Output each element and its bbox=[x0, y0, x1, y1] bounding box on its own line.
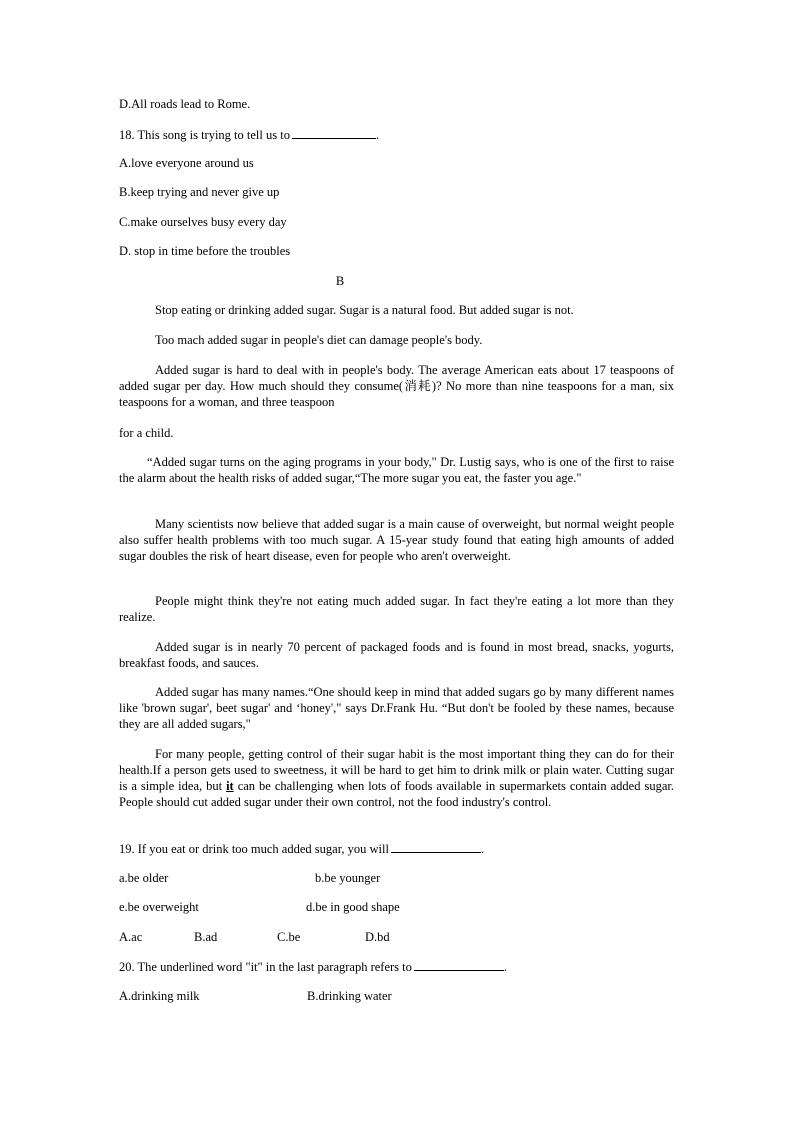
underlined-word-it: it bbox=[226, 779, 234, 793]
q18-question bbox=[119, 126, 379, 143]
q19-statement-row-2 bbox=[119, 899, 400, 915]
last-paragraph-before: For many people, getting control of their sugar habit is the most important thing they can do for their health.If a person gets used to sweetness, it will be hard to get him to drink milk or plain water. Cutting sugar is a simple idea, but bbox=[119, 747, 674, 793]
passage-paragraph-6: People might think they're not eating much added sugar. In fact they're eating a lot more than they realize. bbox=[119, 594, 674, 624]
q18-question-tail: . bbox=[375, 128, 380, 142]
passage-paragraph-5: Many scientists now believe that added sugar is a main cause of overweight, but normal weight people also suffer health problems with too much sugar. A 15-year study found that eating high amounts of added sugar doubles the risk of heart disease, even for people who aren't overweight. bbox=[119, 517, 674, 563]
q17-option-d: D.All roads lead to Rome. bbox=[119, 97, 251, 111]
q19-answer-blank[interactable] bbox=[391, 840, 481, 853]
q20-question bbox=[119, 958, 507, 975]
q19-option-b[interactable]: B.ad bbox=[194, 930, 218, 944]
q20-question-text: 20. The underlined word "it" in the last paragraph refers to bbox=[119, 960, 412, 974]
q19-question-text: 19. If you eat or drink too much added sugar, you will bbox=[119, 842, 389, 856]
passage-paragraph-3: Added sugar is hard to deal with in people's body. The average American eats about 17 teaspoons of added sugar per day. How much should they consume(消耗)? No more than nine teaspoons for a man, six teaspoons for a woman, and three teaspoon bbox=[119, 363, 674, 409]
q19-statement-c: e.be overweight bbox=[119, 900, 199, 914]
q19-option-a[interactable]: A.ac bbox=[119, 930, 143, 944]
passage-paragraph-2: Too mach added sugar in people's diet can damage people's body. bbox=[155, 333, 483, 347]
last-paragraph-after: can be challenging when lots of foods available in supermarkets contain added sugar. People should cut added sugar under their own control, not the food industry's control. bbox=[119, 779, 674, 809]
passage-paragraph-4: “Added sugar turns on the aging programs in your body," Dr. Lustig says, who is one of the first to raise the alarm about the health risks of added sugar,“The more sugar you eat, the faster you age." bbox=[119, 455, 674, 485]
q18-option-c: C.make ourselves busy every day bbox=[119, 215, 287, 229]
q19-statement-a: a.be older bbox=[119, 871, 169, 885]
q18-option-a: A.love everyone around us bbox=[119, 156, 254, 170]
q20-option-b[interactable]: B.drinking water bbox=[307, 989, 392, 1003]
q19-option-c[interactable]: C.be bbox=[277, 930, 301, 944]
q18-option-d: D. stop in time before the troubles bbox=[119, 244, 291, 258]
q20-options-row bbox=[119, 988, 392, 1004]
passage-paragraph-1: Stop eating or drinking added sugar. Sugar is a natural food. But added sugar is not. bbox=[155, 303, 574, 317]
q19-question bbox=[119, 840, 484, 857]
passage-paragraph-3-continued: for a child. bbox=[119, 426, 174, 440]
q20-question-tail: . bbox=[503, 960, 507, 974]
q19-statement-b: b.be younger bbox=[315, 871, 381, 885]
q18-answer-blank[interactable] bbox=[292, 126, 376, 139]
passage-last-paragraph bbox=[119, 746, 674, 810]
section-b-heading: B bbox=[335, 274, 345, 288]
q20-option-a[interactable]: A.drinking milk bbox=[119, 989, 200, 1003]
passage-paragraph-7: Added sugar is in nearly 70 percent of packaged foods and is found in most bread, snacks, yogurts, breakfast foods, and sauces. bbox=[119, 640, 674, 670]
q18-question-text: 18. This song is trying to tell us to bbox=[119, 128, 290, 142]
q19-question-tail: . bbox=[480, 842, 485, 856]
q19-options-row bbox=[119, 929, 390, 945]
q19-option-d[interactable]: D.bd bbox=[365, 930, 390, 944]
q19-statement-row-1 bbox=[119, 870, 380, 886]
q20-answer-blank[interactable] bbox=[414, 958, 504, 971]
q18-option-b: B.keep trying and never give up bbox=[119, 185, 280, 199]
q19-statement-d: d.be in good shape bbox=[306, 900, 400, 914]
passage-paragraph-8: Added sugar has many names.“One should keep in mind that added sugars go by many different names like 'brown sugar', beet sugar' and ‘honey'," says Dr.Frank Hu. “But don't be fooled by these names, because they are all added sugars," bbox=[119, 685, 674, 731]
